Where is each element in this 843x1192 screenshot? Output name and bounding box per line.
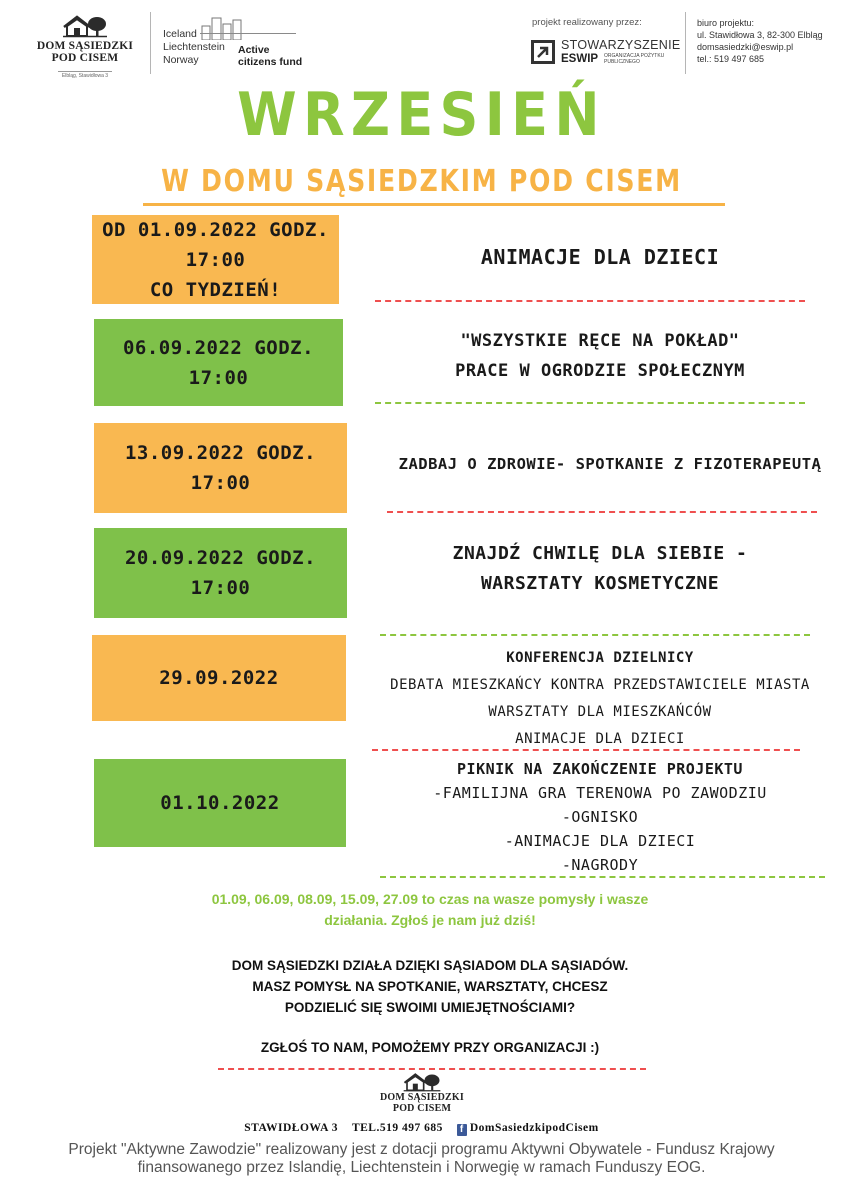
event-4 bbox=[360, 539, 840, 599]
green-note bbox=[100, 889, 760, 931]
contact-phone: TEL.519 497 685 bbox=[351, 1122, 443, 1134]
event-line: -OGNISKO bbox=[561, 808, 639, 826]
house-tree-icon bbox=[402, 1072, 442, 1092]
contact-row bbox=[0, 1122, 843, 1136]
event-3 bbox=[380, 452, 840, 476]
footer-line-2: finansowanego przez Islandię, Liechtenstein i Norwegię w ramach Funduszy EOG. bbox=[137, 1159, 706, 1176]
biuro-email[interactable]: domsasiedzki@eswip.pl bbox=[697, 42, 794, 52]
event-line: WARSZTATY DLA MIESZKAŃCÓW bbox=[488, 704, 712, 720]
divider-red bbox=[375, 300, 805, 302]
date-line: CO TYDZIEŃ! bbox=[149, 278, 282, 301]
date-box-2 bbox=[94, 319, 343, 406]
fund-line-2: citizens fund bbox=[238, 56, 303, 68]
divider-red bbox=[387, 511, 817, 513]
biuro-info bbox=[697, 17, 823, 65]
logo-line-2: POD CISEM bbox=[51, 52, 119, 64]
date-line: OD 01.09.2022 GODZ. 17:00 bbox=[102, 218, 329, 271]
date-box-6 bbox=[94, 759, 346, 847]
house-tree-icon bbox=[61, 14, 109, 38]
date-box-3 bbox=[94, 423, 347, 513]
buildings-icon bbox=[200, 16, 244, 40]
event-line: "WSZYSTKIE RĘCE NA POKŁAD" bbox=[460, 331, 740, 351]
event-1 bbox=[360, 243, 840, 271]
eswip-name-1: STOWARZYSZENIE bbox=[561, 38, 681, 52]
facebook-handle[interactable]: DomSasiedzkipodCisem bbox=[469, 1122, 599, 1134]
fund-line-1: Active bbox=[238, 44, 270, 56]
divider-red-bottom bbox=[218, 1068, 646, 1070]
event-line: ANIMACJE DLA DZIECI bbox=[515, 731, 685, 747]
eswip-logo-box bbox=[531, 40, 555, 64]
event-2 bbox=[360, 326, 840, 386]
event-line: KONFERENCJA DZIELNICY bbox=[506, 650, 694, 666]
green-note-line-2: działania. Zgłoś je nam już dziś! bbox=[324, 912, 536, 928]
biuro-title: biuro projektu: bbox=[697, 18, 755, 28]
event-line: ZADBAJ O ZDROWIE- SPOTKANIE Z FIZOTERAPEUTĄ bbox=[398, 455, 822, 473]
logo-sub: Elbląg, Stawidłowa 3 bbox=[58, 71, 112, 79]
footer-text bbox=[0, 1141, 843, 1177]
logo-bottom-line-2: POD CISEM bbox=[392, 1103, 452, 1114]
contact-address: STAWIDŁOWA 3 bbox=[244, 1122, 338, 1134]
info-line-3: PODZIELIĆ SIĘ SWOIMI UMIEJĘTNOŚCIAMI? bbox=[284, 1000, 576, 1015]
event-5 bbox=[360, 645, 840, 753]
date-line: 01.10.2022 bbox=[160, 792, 280, 814]
page-subtitle: W DOMU SĄSIEDZKIM POD CISEM bbox=[161, 164, 682, 199]
date-line: 06.09.2022 GODZ. 17:00 bbox=[122, 336, 315, 389]
date-line: 29.09.2022 bbox=[159, 667, 279, 689]
event-line: -FAMILIJNA GRA TERENOWA PO ZAWODZIU bbox=[433, 784, 767, 802]
arrow-up-right-icon bbox=[534, 43, 552, 61]
event-line: WARSZTATY KOSMETYCZNE bbox=[480, 573, 720, 594]
active-citizens-fund bbox=[238, 44, 302, 68]
event-line: PIKNIK NA ZAKOŃCZENIE PROJEKTU bbox=[457, 760, 743, 778]
event-line: -NAGRODY bbox=[561, 856, 639, 874]
event-line: -ANIMACJE DLA DZIECI bbox=[504, 832, 696, 850]
footer-line-1: Projekt "Aktywne Zawodzie" realizowany jest z dotacji programu Aktywni Obywatele - Fundusz Krajowy bbox=[68, 1141, 775, 1158]
date-line: 20.09.2022 GODZ. 17:00 bbox=[124, 547, 317, 599]
event-line: ZNAJDŹ CHWILĘ DLA SIEBIE - bbox=[452, 543, 748, 564]
eswip-name-2: ESWIP bbox=[561, 53, 599, 65]
iceland-line: Iceland bbox=[163, 28, 197, 40]
dom-sasiedzki-logo-bottom bbox=[372, 1072, 472, 1114]
logo-line-1: DOM SĄSIEDZKI bbox=[36, 40, 134, 52]
logo-bottom-line-1: DOM SĄSIEDZKI bbox=[379, 1092, 464, 1103]
event-line: PRACE W OGRODZIE SPOŁECZNYM bbox=[455, 361, 745, 381]
divider-green bbox=[380, 634, 810, 636]
liechtenstein-line: Liechtenstein bbox=[163, 41, 225, 53]
info-line-1: DOM SĄSIEDZKI DZIAŁA DZIĘKI SĄSIADOM DLA SĄSIADÓW. bbox=[231, 958, 629, 973]
date-box-5 bbox=[92, 635, 346, 721]
biuro-phone: tel.: 519 497 685 bbox=[697, 54, 765, 64]
divider-red bbox=[372, 749, 800, 751]
info-text bbox=[100, 955, 760, 1018]
facebook-icon: f bbox=[457, 1124, 467, 1136]
zglos-text: ZGŁOŚ TO NAM, POMOŻEMY PRZY ORGANIZACJI :) bbox=[260, 1040, 600, 1055]
eswip-name-3: ORGANIZACJA POŻYTKU PUBLICZNEGO bbox=[604, 53, 665, 65]
event-line: DEBATA MIESZKAŃCY KONTRA PRZEDSTAWICIELE MIASTA bbox=[390, 677, 810, 693]
date-box-1 bbox=[92, 215, 339, 304]
iceland-rule bbox=[200, 33, 296, 34]
header-divider-2 bbox=[685, 12, 686, 74]
project-label: projekt realizowany przez: bbox=[532, 17, 642, 28]
date-line: 13.09.2022 GODZ. 17:00 bbox=[124, 442, 317, 494]
header-divider bbox=[150, 12, 151, 74]
divider-green bbox=[375, 402, 805, 404]
contact-facebook[interactable] bbox=[457, 1122, 599, 1136]
biuro-address: ul. Stawidłowa 3, 82-300 Elbląg bbox=[697, 30, 823, 40]
subtitle-underline bbox=[143, 203, 725, 206]
norway-line: Norway bbox=[163, 54, 199, 66]
page-title: WRZESIEŃ bbox=[237, 80, 606, 150]
green-note-line-1: 01.09, 06.09, 08.09, 15.09, 27.09 to czas na wasze pomysły i wasze bbox=[211, 891, 649, 907]
info-line-2: MASZ POMYSŁ NA SPOTKANIE, WARSZTATY, CHCESZ bbox=[252, 979, 608, 994]
event-line: ANIMACJE DLA DZIECI bbox=[480, 245, 720, 269]
date-box-4 bbox=[94, 528, 347, 618]
divider-green bbox=[380, 876, 825, 878]
event-6 bbox=[360, 757, 840, 877]
dom-sasiedzki-logo bbox=[30, 14, 140, 82]
